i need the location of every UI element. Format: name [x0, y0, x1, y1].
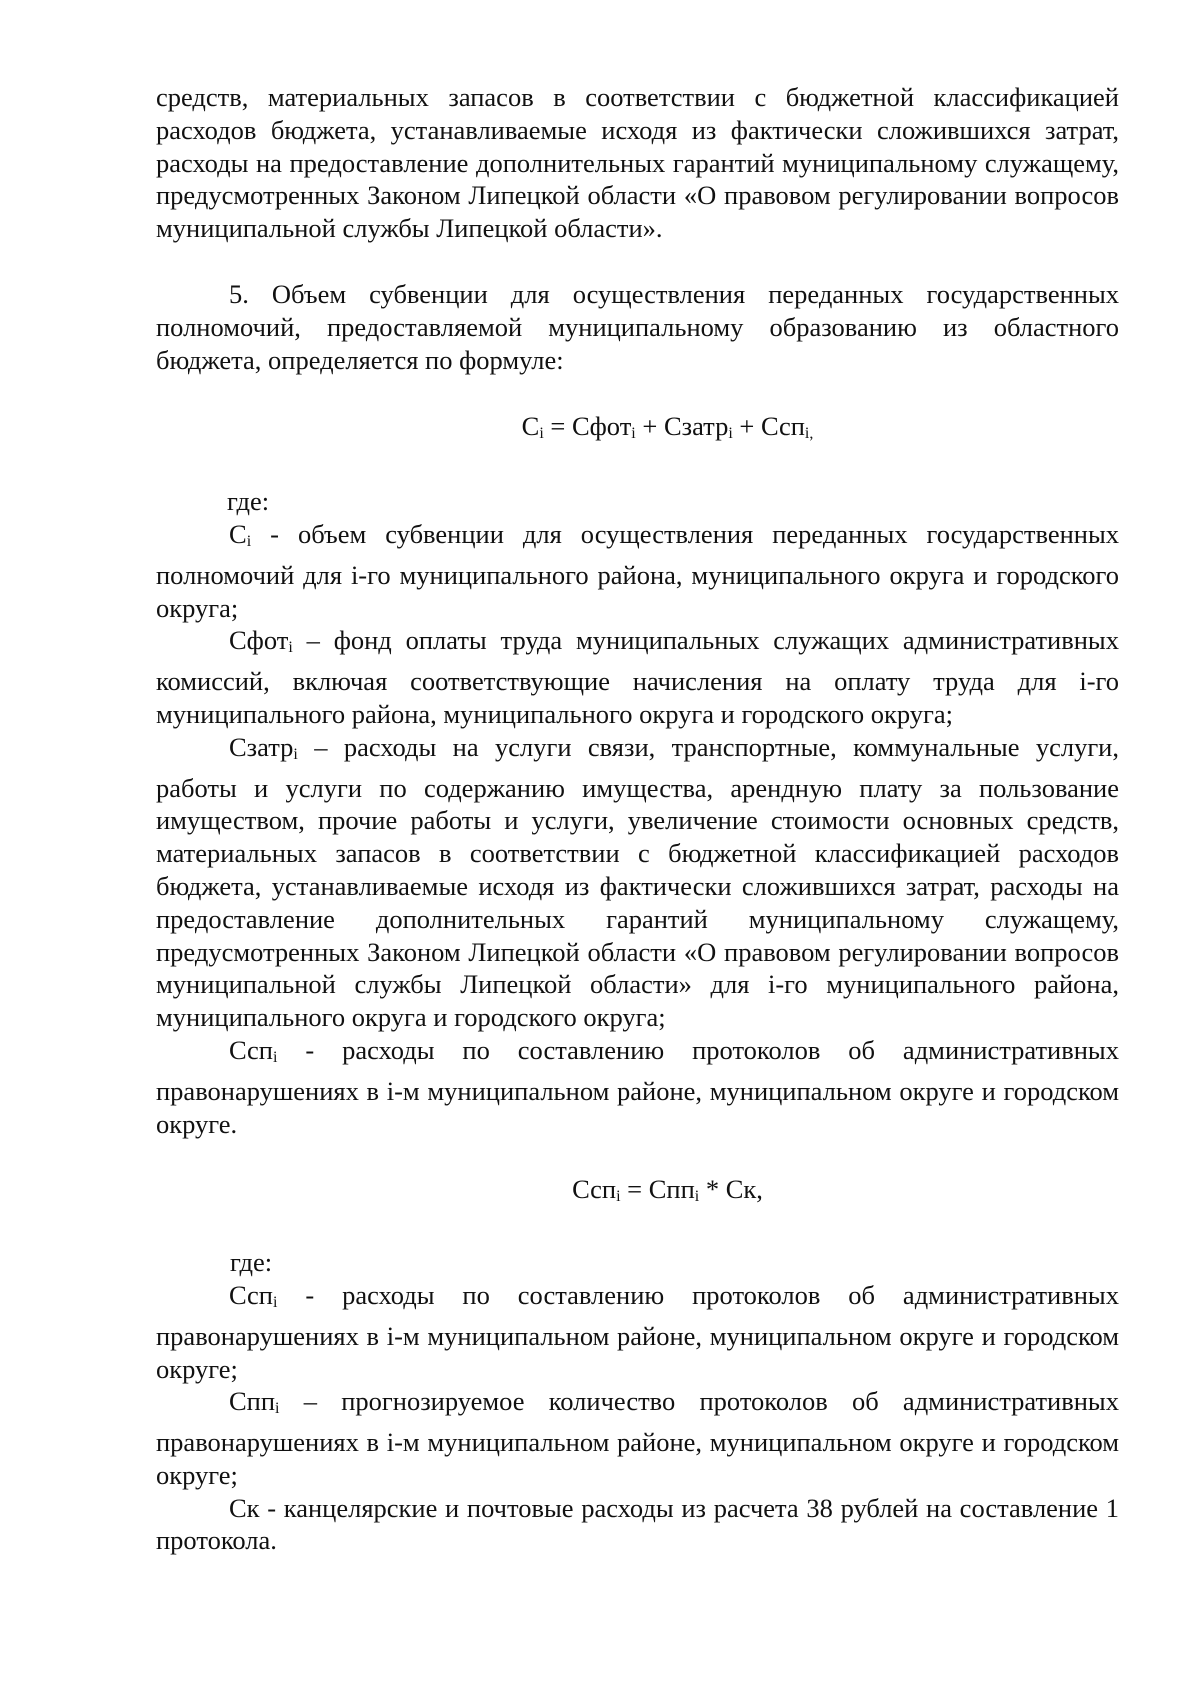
where-label-1: где:: [227, 486, 270, 517]
paragraph-continuation: средств, материальных запасов в соответствии с бюджетной классификацией расходов бюджета, устанавливаемые исходя из фактически сложившихся затрат, расходы на предоставление дополнительных гарантий муниципальному служащему, предусмотренных Законом Липецкой области «О правовом регулировании вопросов муниципальной службы Липецкой области».: [156, 82, 1119, 244]
formula-subvention: Ci = Сфотi + Сзатрi + Сспi,: [521, 411, 814, 443]
definition-cpp: Сппi – прогнозируемое количество протоколов об административных правонарушениях в i-м муниципальном районе, муниципальном округе и городском округе;: [156, 1386, 1119, 1490]
formula-protocol-costs: Сспi = Сппi * Ск,: [572, 1174, 763, 1206]
definition-czatr: Сзатрi – расходы на услуги связи, транспортные, коммунальные услуги, работы и услуги по содержанию имущества, арендную плату за пользование имуществом, прочие работы и услуги, увеличение стоимости основных средств, материальных запасов в соответствии с бюджетной классификацией расходов бюджета, устанавливаемые исходя из фактически сложившихся затрат, расходы на предоставление дополнительных гарантий муниципальному служащему, предусмотренных Законом Липецкой области «О правовом регулировании вопросов муниципальной службы Липецкой области» для i-го муниципального района, муниципального округа и городского округа;: [156, 731, 1119, 1033]
definition-csp: Сспi - расходы по составлению протоколов об административных правонарушениях в i-м муниципальном районе, муниципальном округе и городском округе.: [156, 1034, 1119, 1139]
paragraph-5: 5. Объем субвенции для осуществления переданных государственных полномочий, предоставляемой муниципальному образованию из областного бюджета, определяется по формуле:: [156, 278, 1119, 375]
document-page: [156, 81, 1119, 1557]
definition-csp-2: Сспi - расходы по составлению протоколов об административных правонарушениях в i-м муниципальном районе, муниципальном округе и городском округе;: [156, 1279, 1119, 1384]
definition-cfot: Сфотi – фонд оплаты труда муниципальных служащих административных комиссий, включая соответствующие начисления на оплату труда для i-го муниципального района, муниципального округа и городского округа;: [156, 625, 1119, 729]
where-label-2: где:: [230, 1247, 273, 1278]
definition-ck: Ск - канцелярские и почтовые расходы из расчета 38 рублей на составление 1 протокола.: [156, 1492, 1119, 1556]
definition-c: Ci - объем субвенции для осуществления переданных государственных полномочий для i-го муниципального района, муниципального округа и городского округа;: [156, 518, 1119, 623]
